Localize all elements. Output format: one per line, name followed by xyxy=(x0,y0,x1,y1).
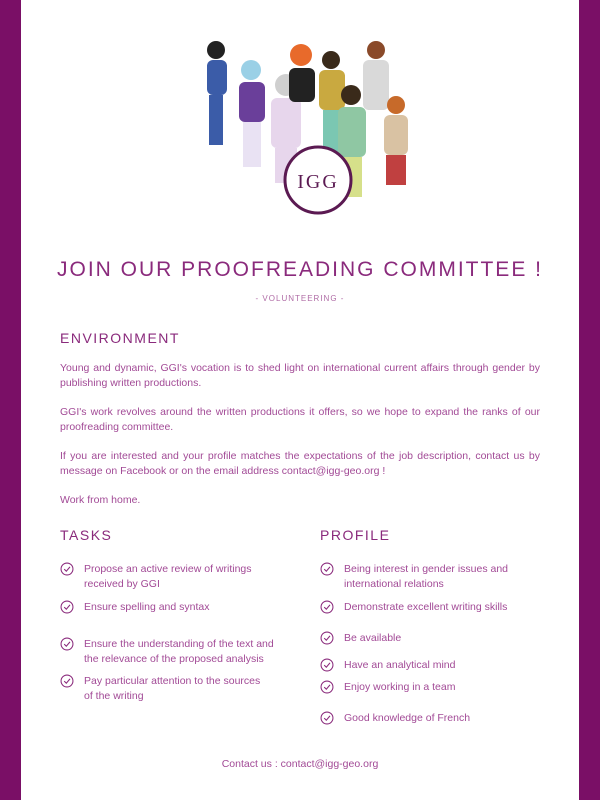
check-circle-icon xyxy=(320,658,334,672)
check-circle-icon xyxy=(320,711,334,725)
check-circle-icon xyxy=(320,680,334,694)
profile-item xyxy=(320,631,520,646)
page-subtitle: - VOLUNTEERING - xyxy=(255,294,345,303)
people-illustration xyxy=(191,30,421,225)
check-circle-icon xyxy=(60,600,74,614)
environment-heading: ENVIRONMENT xyxy=(60,330,180,346)
check-circle-icon xyxy=(320,600,334,614)
logo-text: IGG xyxy=(297,171,339,193)
task-text: Propose an active review of writings received by GGI xyxy=(84,563,252,590)
task-item xyxy=(60,674,270,704)
person-2 xyxy=(239,60,265,167)
person-8 xyxy=(384,96,408,185)
profile-item xyxy=(320,562,520,592)
check-circle-icon xyxy=(60,637,74,651)
profile-item xyxy=(320,658,520,673)
profile-text: Be available xyxy=(344,632,402,644)
task-item xyxy=(60,562,260,592)
profile-heading: PROFILE xyxy=(320,527,391,543)
environment-paragraph-1: Young and dynamic, GGI's vocation is to shed light on international current affairs through gender by publishing written productions. xyxy=(60,362,540,389)
profile-text: Enjoy working in a team xyxy=(344,681,456,693)
person-4 xyxy=(289,44,315,102)
environment-paragraph-3: If you are interested and your profile matches the expectations of the job description, contact us by message on Facebook or on the email address contact@igg-geo.org ! xyxy=(60,450,540,477)
igg-logo xyxy=(285,147,351,213)
environment-paragraph-4: Work from home. xyxy=(60,494,141,506)
check-circle-icon xyxy=(320,631,334,645)
tasks-heading: TASKS xyxy=(60,527,113,543)
profile-item xyxy=(320,680,520,695)
page-title: JOIN OUR PROOFREADING COMMITTEE ! xyxy=(56,258,543,281)
contact-footer: Contact us : contact@igg-geo.org xyxy=(221,758,379,770)
profile-item xyxy=(320,600,540,615)
profile-text: Have an analytical mind xyxy=(344,659,456,671)
check-circle-icon xyxy=(60,674,74,688)
poster-page xyxy=(21,0,579,800)
task-item xyxy=(60,637,280,667)
profile-text: Being interest in gender issues and international relations xyxy=(344,563,509,590)
person-6 xyxy=(363,41,389,110)
person-1 xyxy=(207,41,227,145)
profile-text: Good knowledge of French xyxy=(344,712,471,724)
task-text: Pay particular attention to the sources of the writing xyxy=(84,675,261,702)
profile-item xyxy=(320,711,520,726)
check-circle-icon xyxy=(320,562,334,576)
task-item xyxy=(60,600,260,615)
task-text: Ensure spelling and syntax xyxy=(84,601,210,613)
profile-text: Demonstrate excellent writing skills xyxy=(344,601,508,613)
check-circle-icon xyxy=(60,562,74,576)
task-text: Ensure the understanding of the text and the relevance of the proposed analysis xyxy=(84,638,274,665)
environment-paragraph-2: GGI's work revolves around the written productions it offers, so we hope to expand the ranks of our proofreading committee. xyxy=(60,406,540,433)
